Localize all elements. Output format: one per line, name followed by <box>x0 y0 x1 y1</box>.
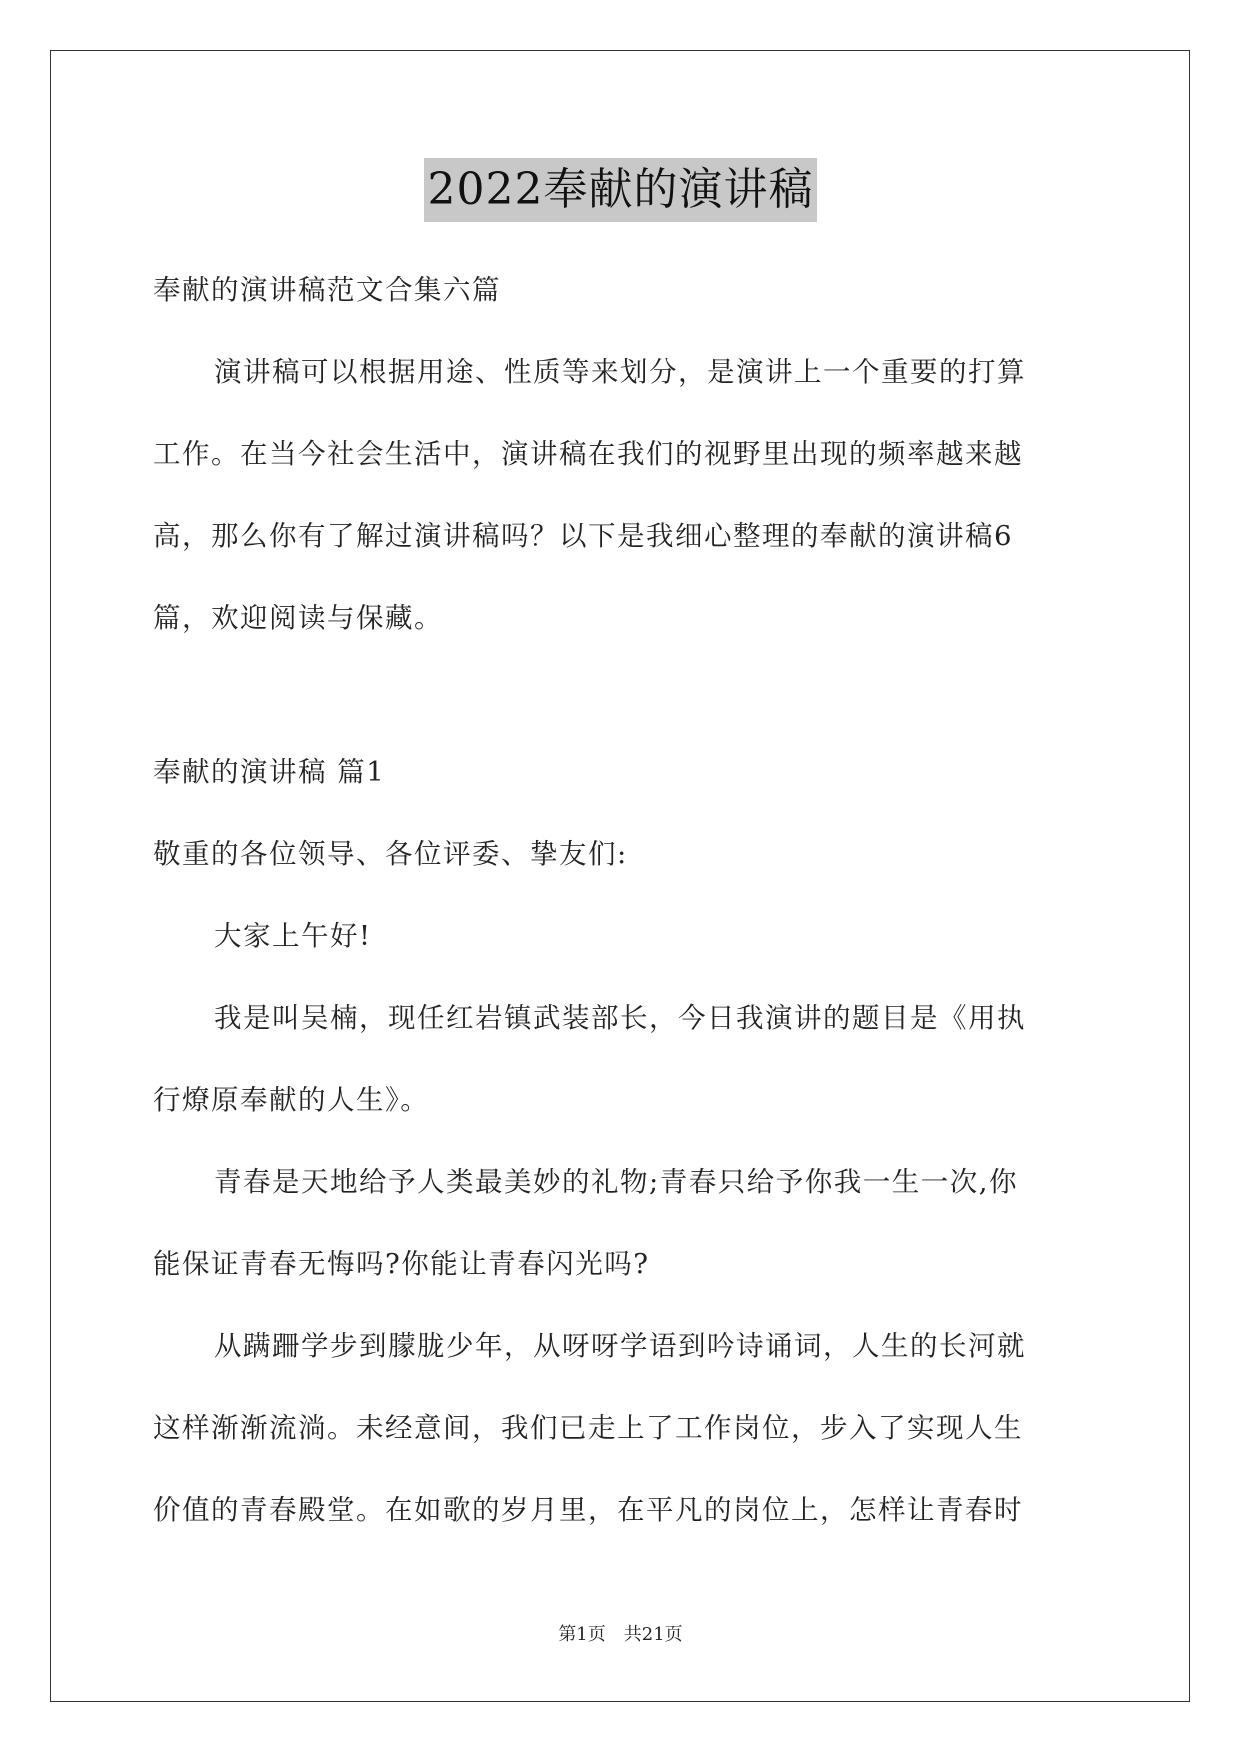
paragraph-line: 能保证青春无悔吗?你能让青春闪光吗? <box>153 1248 650 1280</box>
paragraph-line: 从蹒跚学步到朦胧少年，从呀呀学语到吟诗诵词，人生的长河就 <box>214 1330 1026 1362</box>
paragraph-line: 价值的青春殿堂。在如歌的岁月里，在平凡的岗位上，怎样让青春时 <box>153 1494 1023 1526</box>
paragraph-line: 高，那么你有了解过演讲稿吗？以下是我细心整理的奉献的演讲稿6 <box>153 520 1013 552</box>
paragraph-line: 工作。在当今社会生活中，演讲稿在我们的视野里出现的频率越来越 <box>153 438 1023 470</box>
section-heading: 奉献的演讲稿 篇1 <box>153 756 386 788</box>
paragraph-line: 我是叫吴楠，现任红岩镇武装部长，今日我演讲的题目是《用执 <box>214 1002 1026 1034</box>
paragraph-line: 这样渐渐流淌。未经意间，我们已走上了工作岗位，步入了实现人生 <box>153 1412 1023 1444</box>
intro-heading: 奉献的演讲稿范文合集六篇 <box>153 274 501 306</box>
paragraph-line: 演讲稿可以根据用途、性质等来划分，是演讲上一个重要的打算 <box>214 356 1026 388</box>
page-number-footer: 第1页 共21页 <box>558 1624 683 1645</box>
paragraph-line: 行燎原奉献的人生》。 <box>153 1084 430 1116</box>
title-container <box>0 158 1241 222</box>
paragraph-line: 青春是天地给予人类最美妙的礼物;青春只给予你我一生一次,你 <box>214 1166 1019 1198</box>
document-title: 2022奉献的演讲稿 <box>424 158 818 222</box>
salutation-line: 敬重的各位领导、各位评委、挚友们: <box>153 838 628 870</box>
paragraph-line: 篇，欢迎阅读与保藏。 <box>153 602 443 634</box>
paragraph-line: 大家上午好! <box>214 920 372 952</box>
